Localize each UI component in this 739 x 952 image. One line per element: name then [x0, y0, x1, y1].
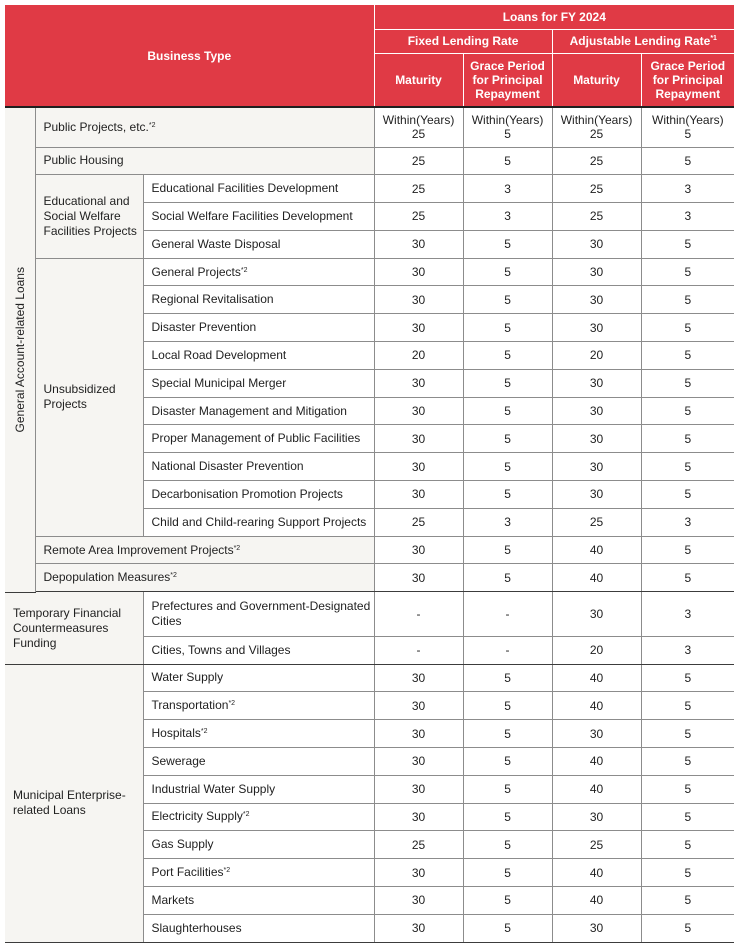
cell-value: 30 [374, 286, 463, 314]
cell-value: 3 [641, 508, 734, 536]
cell-value: 30 [374, 453, 463, 481]
cell-value: 5 [641, 314, 734, 342]
row-label [143, 664, 374, 692]
row-label [143, 803, 374, 831]
group-general-account [5, 107, 35, 592]
cell-value: 5 [463, 564, 552, 592]
cell-value: 30 [374, 369, 463, 397]
cell-value: 30 [374, 397, 463, 425]
cell-value: 30 [374, 664, 463, 692]
footnote-marker: *2 [228, 700, 236, 708]
cell-value: 5 [641, 914, 734, 942]
footnote-marker: *2 [223, 867, 231, 875]
row-label-text: Industrial Water Supply [151, 781, 276, 796]
row-label-text: Sewerage [151, 753, 206, 768]
row-label [143, 775, 374, 803]
row-label-text: Social Welfare Facilities Development [151, 208, 353, 223]
cell-value: 5 [641, 859, 734, 887]
cell-value: 3 [641, 203, 734, 231]
cell-value: 30 [374, 859, 463, 887]
row-label [143, 230, 374, 258]
cell-value: 5 [641, 230, 734, 258]
row-label [143, 720, 374, 748]
cell-value: 5 [641, 747, 734, 775]
cell-value: 3 [641, 175, 734, 203]
row-label-text: Educational Facilities Development [151, 181, 339, 196]
cell-value: 40 [552, 859, 641, 887]
row-label [143, 258, 374, 286]
row-label [143, 886, 374, 914]
cell-value: 25 [552, 175, 641, 203]
row-label-text: Proper Management of Public Facilities [151, 431, 361, 446]
row-label-text: Cities, Towns and Villages [151, 642, 291, 657]
cell-value: 30 [552, 286, 641, 314]
row-label-text: Slaughterhouses [151, 920, 242, 935]
cell-value: 30 [374, 425, 463, 453]
row-label-text: Markets [151, 892, 195, 907]
cell-value: 40 [552, 664, 641, 692]
cell-value: 5 [463, 831, 552, 859]
cell-value: 40 [552, 692, 641, 720]
cell-value: 5 [463, 481, 552, 509]
header-business-type: Business Type [5, 5, 374, 107]
cell-value: 5 [641, 453, 734, 481]
group-unsubsidized: Unsubsidized Projects [35, 258, 143, 536]
cell-value: Within(Years) 5 [641, 107, 734, 147]
footnote-marker: *2 [200, 728, 208, 736]
row-label [143, 369, 374, 397]
loan-terms-table [5, 5, 734, 943]
cell-value: 40 [552, 775, 641, 803]
row-label-text: Depopulation Measures [43, 570, 171, 585]
cell-value: 5 [641, 831, 734, 859]
row-label-text: Water Supply [151, 670, 224, 685]
group-educational: Educational and Social Welfare Facilities Projects [35, 175, 143, 258]
cell-value: 30 [552, 314, 641, 342]
row-label-text: Local Road Development [151, 347, 287, 362]
row-label [143, 859, 374, 887]
cell-value: 5 [463, 886, 552, 914]
cell-value: 5 [641, 286, 734, 314]
cell-value: 5 [463, 775, 552, 803]
group-general-account-label: General Account-related Loans [12, 267, 27, 433]
cell-value: 5 [463, 914, 552, 942]
cell-value: 25 [552, 831, 641, 859]
header-adjustable-maturity: Maturity [552, 53, 641, 107]
cell-value: 30 [374, 314, 463, 342]
cell-value: 5 [641, 564, 734, 592]
row-label-text: Child and Child-rearing Support Projects [151, 514, 367, 529]
cell-value: 30 [374, 747, 463, 775]
cell-value: 30 [552, 803, 641, 831]
cell-value: 30 [552, 481, 641, 509]
header-adjustable-label: Adjustable Lending Rate [569, 34, 711, 48]
cell-value: 30 [374, 886, 463, 914]
row-label-text: Disaster Management and Mitigation [151, 403, 347, 418]
row-label [143, 747, 374, 775]
cell-value: 5 [641, 886, 734, 914]
cell-value: Within(Years) 25 [374, 107, 463, 147]
row-label-text: Prefectures and Government-Designated Cities [151, 599, 371, 628]
row-label [143, 636, 374, 664]
cell-value: 5 [463, 720, 552, 748]
row-label-text: Port Facilities [151, 865, 224, 880]
cell-value: 30 [552, 453, 641, 481]
footnote-marker: *2 [240, 266, 248, 274]
cell-value: 25 [374, 147, 463, 175]
row-label-text: Electricity Supply [151, 809, 243, 824]
row-label [143, 286, 374, 314]
row-label-text: Regional Revitalisation [151, 292, 274, 307]
cell-value: 30 [374, 914, 463, 942]
cell-value: 40 [552, 886, 641, 914]
group-temporary: Temporary Financial Countermeasures Funding [5, 592, 143, 664]
cell-value: 20 [552, 636, 641, 664]
cell-value: - [374, 636, 463, 664]
row-label [143, 481, 374, 509]
footnote-marker: *2 [170, 572, 177, 580]
cell-value: 30 [552, 230, 641, 258]
cell-value: 5 [641, 258, 734, 286]
header-fixed-maturity: Maturity [374, 53, 463, 107]
row-label-text: General Waste Disposal [151, 236, 281, 251]
cell-value: 5 [463, 147, 552, 175]
header-adjustable-rate [552, 29, 734, 53]
cell-value: 25 [552, 508, 641, 536]
cell-value: 30 [374, 775, 463, 803]
header-fixed-rate: Fixed Lending Rate [374, 29, 552, 53]
row-label [143, 453, 374, 481]
row-label-text: General Projects [151, 264, 241, 279]
cell-value: 5 [463, 803, 552, 831]
cell-value: 5 [463, 369, 552, 397]
cell-value: 25 [374, 203, 463, 231]
cell-value: 5 [641, 775, 734, 803]
cell-value: 5 [463, 536, 552, 564]
cell-value: 30 [552, 914, 641, 942]
row-label-text: Gas Supply [151, 837, 214, 852]
row-label-text: Transportation [151, 698, 229, 713]
cell-value: 25 [374, 831, 463, 859]
cell-value: 30 [374, 803, 463, 831]
cell-value: 30 [552, 397, 641, 425]
cell-value: 30 [374, 564, 463, 592]
row-label [143, 592, 374, 636]
cell-value: 20 [552, 342, 641, 370]
cell-value: 5 [463, 859, 552, 887]
cell-value: 3 [641, 592, 734, 636]
cell-value: 3 [463, 175, 552, 203]
cell-value: 5 [641, 481, 734, 509]
footnote-marker: *2 [148, 121, 156, 129]
footnote-marker: *2 [242, 811, 250, 819]
header-loans-fy: Loans for FY 2024 [374, 5, 734, 29]
cell-value: 30 [374, 692, 463, 720]
row-label-text: Decarbonisation Promotion Projects [151, 486, 343, 501]
cell-value: 3 [463, 203, 552, 231]
cell-value: 5 [463, 692, 552, 720]
cell-value: 30 [552, 720, 641, 748]
cell-value: 5 [463, 342, 552, 370]
row-label [143, 508, 374, 536]
cell-value: 25 [374, 175, 463, 203]
row-label [143, 831, 374, 859]
cell-value: 5 [463, 314, 552, 342]
cell-value: 40 [552, 747, 641, 775]
cell-value: - [374, 592, 463, 636]
cell-value: 30 [374, 258, 463, 286]
cell-value: 3 [641, 636, 734, 664]
cell-value: 30 [374, 720, 463, 748]
row-label [143, 914, 374, 942]
row-label-text: Hospitals [151, 726, 201, 741]
cell-value: 30 [552, 258, 641, 286]
cell-value: 5 [641, 536, 734, 564]
row-label [143, 425, 374, 453]
cell-value: 30 [552, 425, 641, 453]
cell-value: Within(Years) 5 [463, 107, 552, 147]
cell-value: 30 [374, 536, 463, 564]
cell-value: 40 [552, 564, 641, 592]
row-label [143, 397, 374, 425]
cell-value: 20 [374, 342, 463, 370]
cell-value: 5 [463, 258, 552, 286]
cell-value: 5 [641, 397, 734, 425]
cell-value: 5 [641, 664, 734, 692]
row-label [143, 314, 374, 342]
row-label [143, 203, 374, 231]
cell-value: 5 [463, 425, 552, 453]
row-label [35, 536, 374, 564]
cell-value: 30 [552, 592, 641, 636]
cell-value: - [463, 592, 552, 636]
row-label [35, 107, 374, 147]
cell-value: 5 [463, 286, 552, 314]
row-label-text: Public Housing [43, 153, 124, 168]
cell-value: 30 [552, 369, 641, 397]
row-label-text: Special Municipal Merger [151, 375, 287, 390]
row-label [143, 692, 374, 720]
cell-value: 3 [463, 508, 552, 536]
row-label-text: Public Projects, etc. [43, 119, 149, 134]
cell-value: 5 [641, 692, 734, 720]
row-label [35, 147, 374, 175]
cell-value: 5 [641, 803, 734, 831]
cell-value: 40 [552, 536, 641, 564]
cell-value: 5 [463, 453, 552, 481]
cell-value: 30 [374, 230, 463, 258]
header-fixed-grace: Grace Period for Principal Repayment [463, 53, 552, 107]
row-label-text: Remote Area Improvement Projects [43, 542, 234, 557]
row-label [143, 342, 374, 370]
cell-value: 5 [641, 720, 734, 748]
cell-value: 5 [463, 664, 552, 692]
cell-value: 5 [641, 147, 734, 175]
cell-value: 5 [463, 397, 552, 425]
cell-value: 5 [641, 342, 734, 370]
cell-value: 30 [374, 481, 463, 509]
cell-value: 25 [374, 508, 463, 536]
row-label-text: National Disaster Prevention [151, 459, 304, 474]
header-adjustable-grace: Grace Period for Principal Repayment [641, 53, 734, 107]
cell-value: 5 [641, 369, 734, 397]
row-label [35, 564, 374, 592]
cell-value: - [463, 636, 552, 664]
cell-value: 5 [463, 230, 552, 258]
cell-value: 25 [552, 147, 641, 175]
cell-value: 25 [552, 203, 641, 231]
cell-value: 5 [463, 747, 552, 775]
row-label-text: Disaster Prevention [151, 320, 257, 335]
footnote-marker: *1 [710, 35, 717, 42]
cell-value: 5 [641, 425, 734, 453]
row-label [143, 175, 374, 203]
footnote-marker: *2 [233, 544, 241, 552]
group-municipal: Municipal Enterprise-related Loans [5, 664, 143, 942]
cell-value: Within(Years) 25 [552, 107, 641, 147]
